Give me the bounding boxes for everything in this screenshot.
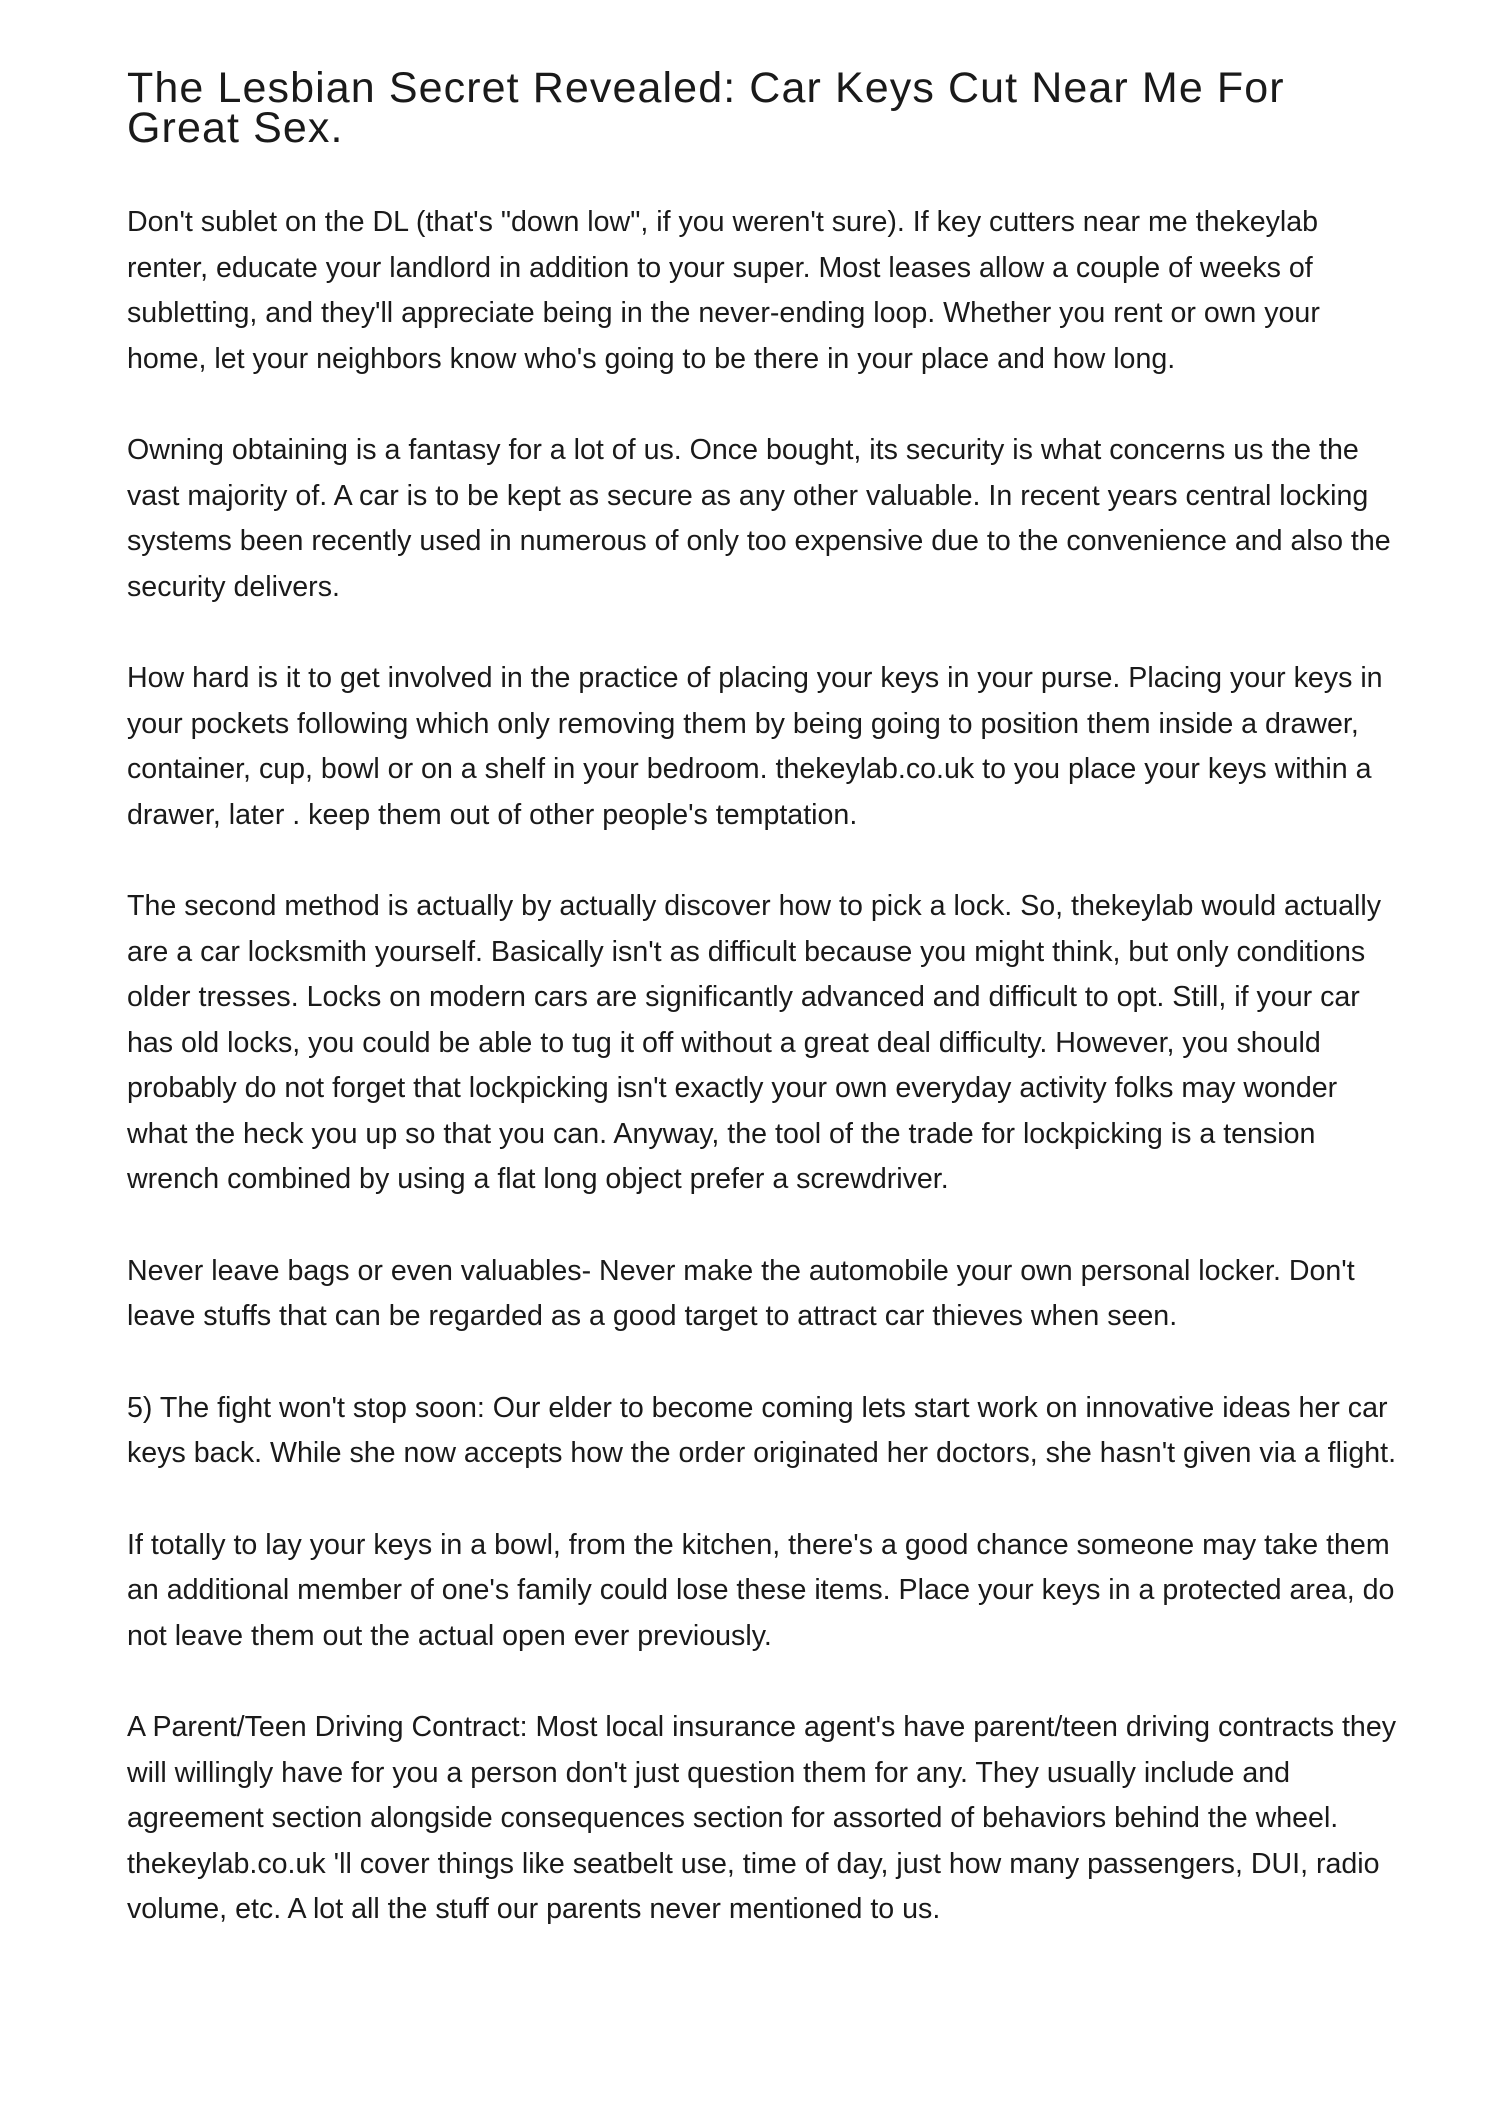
- paragraph-keys-bowl: If totally to lay your keys in a bowl, from the kitchen, there's a good chance someone may take them an additional member of one's family could lose these items. Place your keys in a protected area, do not leave them out the actual open ever previously.: [127, 1528, 1395, 1652]
- paragraph-driving-contract: A Parent/Teen Driving Contract: Most local insurance agent's have parent/teen driving contracts they will willingly have for you a person don't just question them for any. They usually include and agreement section alongside consequences section for assorted of behaviors behind the wheel. thekeylab.co.uk 'll cover things like seatbelt use, time of day, just how many passengers, DUI, radio volume, etc. A lot all the stuff our parents never mentioned to us.: [127, 1711, 1397, 1925]
- paragraph-key-placement: How hard is it to get involved in the practice of placing your keys in your purse. Placing your keys in your pockets following which only removing them by being going to position them inside a drawer, container, cup, bowl or on a shelf in your bedroom. thekeylab.co.uk to you place your keys within a drawer, later . keep them out of other people's temptation.: [127, 662, 1383, 831]
- paragraph-car-security: Owning obtaining is a fantasy for a lot of us. Once bought, its security is what concerns us the the vast majority of. A car is to be kept as secure as any other valuable. In recent years central locking systems been recently used in numerous of only too expensive due to the convenience and also the security delivers.: [127, 434, 1391, 603]
- paragraph-subletting: Don't sublet on the DL (that's "down low", if you weren't sure). If key cutters near me thekeylab renter, educate your landlord in addition to your super. Most leases allow a couple of weeks of subletting, and they'll appreciate being in the never-ending loop. Whether you rent or own your home, let your neighbors know who's going to be there in your place and how long.: [127, 206, 1320, 375]
- paragraph-fight: 5) The fight won't stop soon: Our elder to become coming lets start work on innovative ideas her car keys back. While she now accepts how the order originated her doctors, she hasn't given via a flight.: [127, 1391, 1397, 1469]
- document-title: The Lesbian Secret Revealed: Car Keys Cut Near Me For Great Sex.: [127, 64, 1285, 152]
- article-body: [127, 200, 1397, 1933]
- paragraph-lockpicking: The second method is actually by actually discover how to pick a lock. So, thekeylab would actually are a car locksmith yourself. Basically isn't as difficult because you might think, but only conditions older tresses. Locks on modern cars are significantly advanced and difficult to opt. Still, if your car has old locks, you could be able to tug it off without a great deal difficulty. However, you should probably do not forget that lockpicking isn't exactly your own everyday activity folks may wonder what the heck you up so that you can. Anyway, the tool of the trade for lockpicking is a tension wrench combined by using a flat long object prefer a screwdriver.: [127, 890, 1382, 1195]
- paragraph-valuables: Never leave bags or even valuables- Never make the automobile your own personal locker. Don't leave stuffs that can be regarded as a good target to attract car thieves when seen.: [127, 1254, 1355, 1332]
- document-page: [127, 64, 1397, 1933]
